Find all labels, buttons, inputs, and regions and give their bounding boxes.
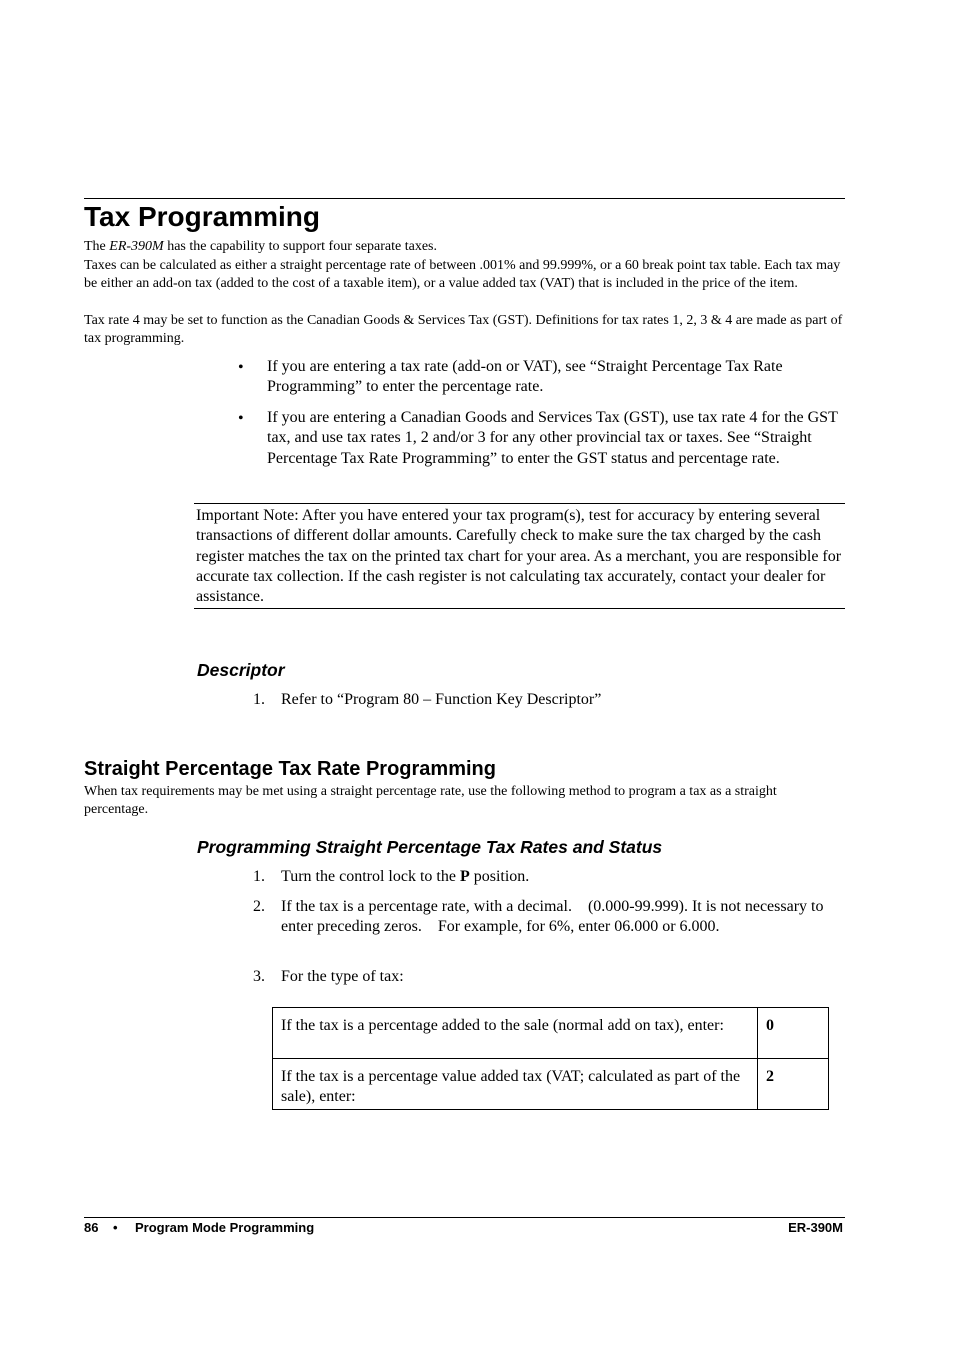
intro-paragraph-1 xyxy=(84,238,844,256)
page-title: Tax Programming xyxy=(84,201,320,232)
intro-paragraph-3: Tax rate 4 may be set to function as the Canadian Goods & Services Tax (GST). Definitions for tax rates 1, 2, 3 & 4 are made as part of tax programming. xyxy=(84,313,843,347)
section-heading: Straight Percentage Tax Rate Programming xyxy=(84,758,496,780)
footer-section: Program Mode Programming xyxy=(135,1220,315,1235)
bullet-item: If you are entering a tax rate (add-on or VAT), see “Straight Percentage Tax Rate Programming” to enter the percentage rate. xyxy=(267,358,783,396)
intro-prefix: The xyxy=(84,239,110,254)
bullet-item: If you are entering a Canadian Goods and Services Tax (GST), use tax rate 4 for the GST tax, and use tax rates 1, 2 and/or 3 for any other provincial tax or taxes. See “Straight Percentage Tax Rate Programming” to enter the GST status and percentage rate. xyxy=(267,409,838,467)
table-row xyxy=(273,1059,829,1110)
note-bottom-rule xyxy=(194,608,845,609)
table-row xyxy=(273,1008,829,1059)
footer-model: ER-390M xyxy=(788,1220,843,1235)
bullet-glyph: • xyxy=(238,359,244,376)
footer-bullet: • xyxy=(113,1220,118,1235)
table-cell-desc: If the tax is a percentage added to the sale (normal add on tax), enter: xyxy=(273,1008,758,1059)
subsection-heading: Programming Straight Percentage Tax Rates and Status xyxy=(197,837,663,857)
tax-type-table xyxy=(272,1007,829,1110)
step-1-pre: Turn the control lock to the xyxy=(281,868,460,885)
footer-rule xyxy=(84,1217,845,1218)
table-cell-code: 0 xyxy=(758,1008,829,1059)
bullet-glyph: • xyxy=(238,410,244,427)
page-number: 86 xyxy=(84,1220,99,1235)
descriptor-step: Refer to “Program 80 – Function Key Descriptor” xyxy=(281,691,602,708)
step-1-bold: P xyxy=(459,868,470,885)
step-number: 1. xyxy=(253,868,265,885)
intro-paragraph-2: Taxes can be calculated as either a straight percentage rate of between .001% and 99.999%, or a 60 break point tax table. Each tax may be either an add-on tax (added to the cost of a taxable item), or a value added tax (VAT) that is included in the price of the item. xyxy=(84,258,841,292)
step-3: For the type of tax: xyxy=(281,968,404,985)
step-2: If the tax is a percentage rate, with a decimal. (0.000-99.999). It is not necessary to enter preceding zeros. For example, for 6%, enter 06.000 or 6.000. xyxy=(281,898,828,936)
step-number: 3. xyxy=(253,968,265,985)
important-note: Important Note: After you have entered your tax program(s), test for accuracy by entering several transactions of different dollar amounts. Carefully check to make sure the tax charged by the cash register matches the tax on the printed tax chart for your area. As a merchant, you are responsible for accurate tax collection. If the cash register is not calculating tax accurately, contact your dealer for assistance. xyxy=(196,507,842,606)
step-number: 1. xyxy=(253,691,265,708)
section-intro: When tax requirements may be met using a straight percentage rate, use the following method to program a tax as a straight percentage. xyxy=(84,784,777,818)
table-cell-code: 2 xyxy=(758,1059,829,1110)
descriptor-heading: Descriptor xyxy=(197,660,285,680)
step-1-post: position. xyxy=(469,868,530,885)
step-1 xyxy=(281,867,831,887)
note-top-rule xyxy=(194,503,845,504)
intro-suffix: has the capability to support four separate taxes. xyxy=(163,239,438,254)
table-cell-desc: If the tax is a percentage value added tax (VAT; calculated as part of the sale), enter: xyxy=(273,1059,758,1110)
step-number: 2. xyxy=(253,898,265,915)
model-name: ER-390M xyxy=(109,239,164,254)
